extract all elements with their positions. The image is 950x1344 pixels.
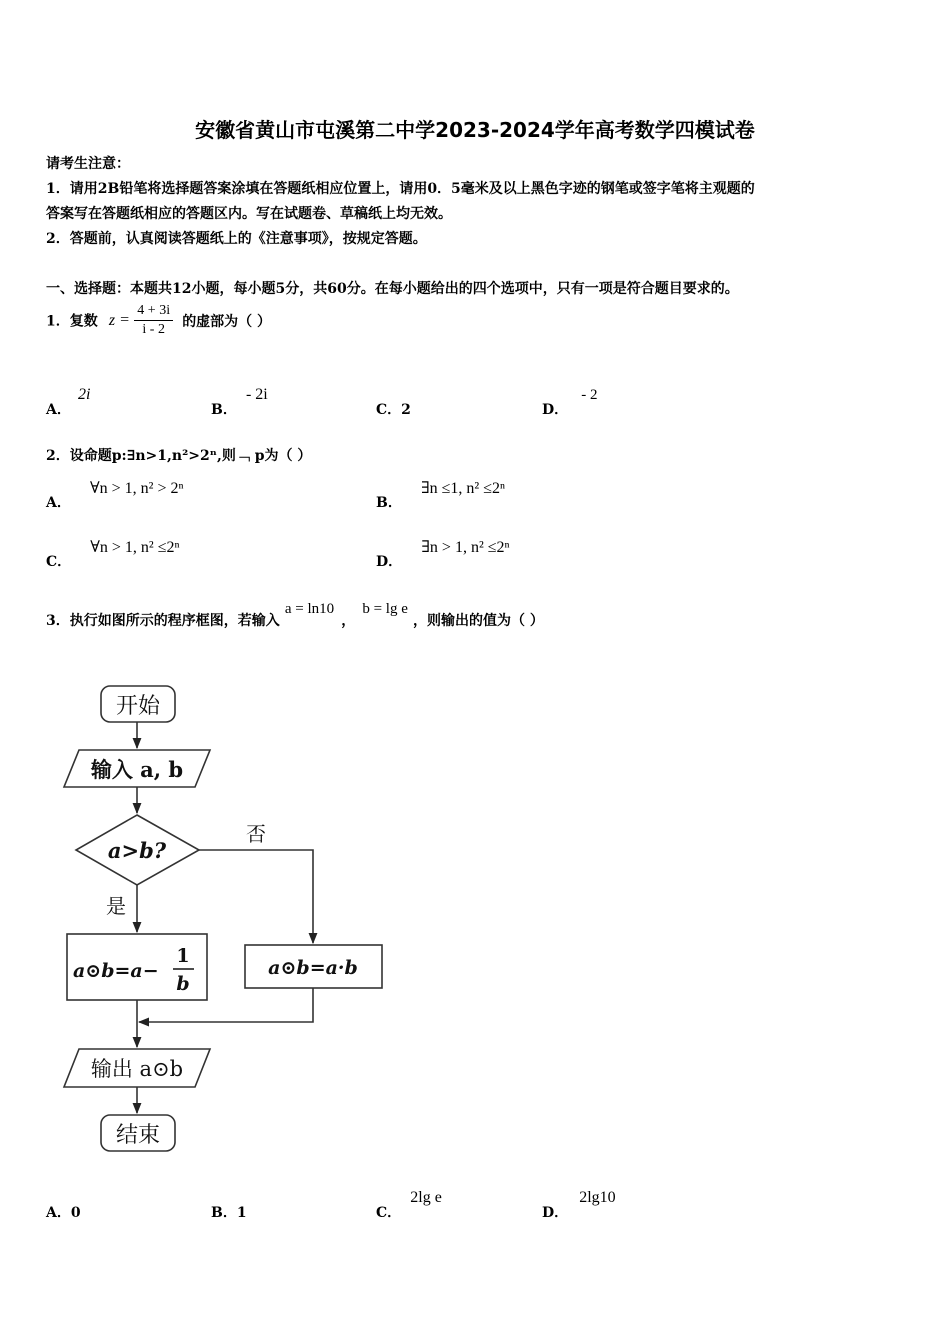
q3-suffix: ，则输出的值为（ ） <box>412 613 544 629</box>
option-value: 2lg10 <box>579 1189 616 1206</box>
option-value: 2lg e <box>410 1189 442 1206</box>
flowchart-output-label: 输出 a⊙b <box>90 1057 184 1081</box>
q1-option-a[interactable] <box>46 384 91 418</box>
flowchart-right-process-label: a⊙b=a·b <box>268 957 358 979</box>
q1-eq: = <box>120 311 130 329</box>
flowchart-start-label: 开始 <box>115 694 161 719</box>
flowchart <box>55 675 395 1165</box>
q2-option-d[interactable] <box>376 537 510 570</box>
q1-numerator: 4 + 3i <box>134 303 173 321</box>
option-value: 2i <box>77 386 91 403</box>
option-value: - 2i <box>245 386 268 403</box>
question-3 <box>46 598 544 629</box>
option-label: B． <box>376 495 402 511</box>
option-value: - 2 <box>581 387 598 403</box>
flowchart-decision-label: a>b? <box>107 838 167 863</box>
notice-line-2: 答案写在答题纸相应的答题区内。写在试题卷、草稿纸上均无效。 <box>46 206 452 222</box>
q1-option-c[interactable] <box>376 399 411 419</box>
option-label: B． <box>211 402 237 418</box>
notice-heading: 请考生注意： <box>46 156 130 172</box>
option-label: D． <box>376 554 403 570</box>
q3-prefix: 3．执行如图所示的程序框图，若输入 <box>46 613 280 629</box>
option-value: ∃n > 1, n² ≤2ⁿ <box>421 539 510 556</box>
notice-line-3: 2．答题前，认真阅读答题纸上的《注意事项》，按规定答题。 <box>46 231 427 247</box>
option-label: A．0 <box>46 1205 81 1221</box>
option-label: A． <box>46 495 71 511</box>
q3-b-expr: b = lg e <box>362 601 408 617</box>
q1-denominator: i - 2 <box>142 322 165 337</box>
option-value: ∀n > 1, n² > 2ⁿ <box>89 480 184 497</box>
option-label: C． <box>376 1205 402 1221</box>
option-value: ∃n ≤1, n² ≤2ⁿ <box>420 480 506 497</box>
option-label: D． <box>542 402 569 418</box>
q3-a-expr: a = ln10 <box>284 601 335 617</box>
notice-line-1: 1．请用2B铅笔将选择题答案涂填在答题纸相应位置上，请用0．5毫米及以上黑色字迹的钢笔或签字笔将主观题的 <box>46 181 755 197</box>
q2-option-c[interactable] <box>46 537 180 570</box>
option-label: C．2 <box>376 402 411 418</box>
question-2: 2．设命题p:∃n>1,n²>2ⁿ,则﹁ p为（ ） <box>46 448 312 464</box>
option-label: B．1 <box>211 1205 247 1221</box>
q1-z: z <box>108 311 116 329</box>
option-label: D． <box>542 1205 569 1221</box>
flowchart-arrow-merge <box>139 988 313 1022</box>
q1-option-d[interactable] <box>542 384 598 418</box>
flowchart-left-process-denominator: b <box>176 973 190 995</box>
q3-comma: ， <box>341 613 356 629</box>
flowchart-no-label: 否 <box>246 822 266 846</box>
q3-option-b[interactable] <box>211 1202 247 1222</box>
q3-option-c[interactable] <box>376 1187 442 1221</box>
flowchart-left-process-numerator: 1 <box>176 945 190 967</box>
q2-option-a[interactable] <box>46 478 184 511</box>
question-1 <box>46 303 271 338</box>
option-value: ∀n > 1, n² ≤2ⁿ <box>90 539 180 556</box>
flowchart-arrow-no <box>199 850 313 943</box>
flowchart-yes-label: 是 <box>106 894 126 918</box>
flowchart-input-label: 输入 a, b <box>90 757 184 782</box>
q3-option-d[interactable] <box>542 1187 616 1221</box>
q1-prefix: 1．复数 <box>46 313 98 330</box>
option-label: A． <box>46 402 71 418</box>
section-heading: 一、选择题：本题共12小题，每小题5分，共60分。在每小题给出的四个选项中，只有一项是符合题目要求的。 <box>46 281 739 297</box>
flowchart-left-process-label: a⊙b=a− <box>73 960 159 982</box>
page-title: 安徽省黄山市屯溪第二中学2023-2024学年高考数学四模试卷 <box>195 118 755 142</box>
q1-fraction <box>134 303 173 338</box>
flowchart-end-label: 结束 <box>115 1123 161 1148</box>
q3-option-a[interactable] <box>46 1202 81 1222</box>
q1-suffix: 的虚部为（ ） <box>182 313 272 330</box>
option-label: C． <box>46 554 72 570</box>
q1-option-b[interactable] <box>211 384 268 418</box>
q2-option-b[interactable] <box>376 478 506 511</box>
